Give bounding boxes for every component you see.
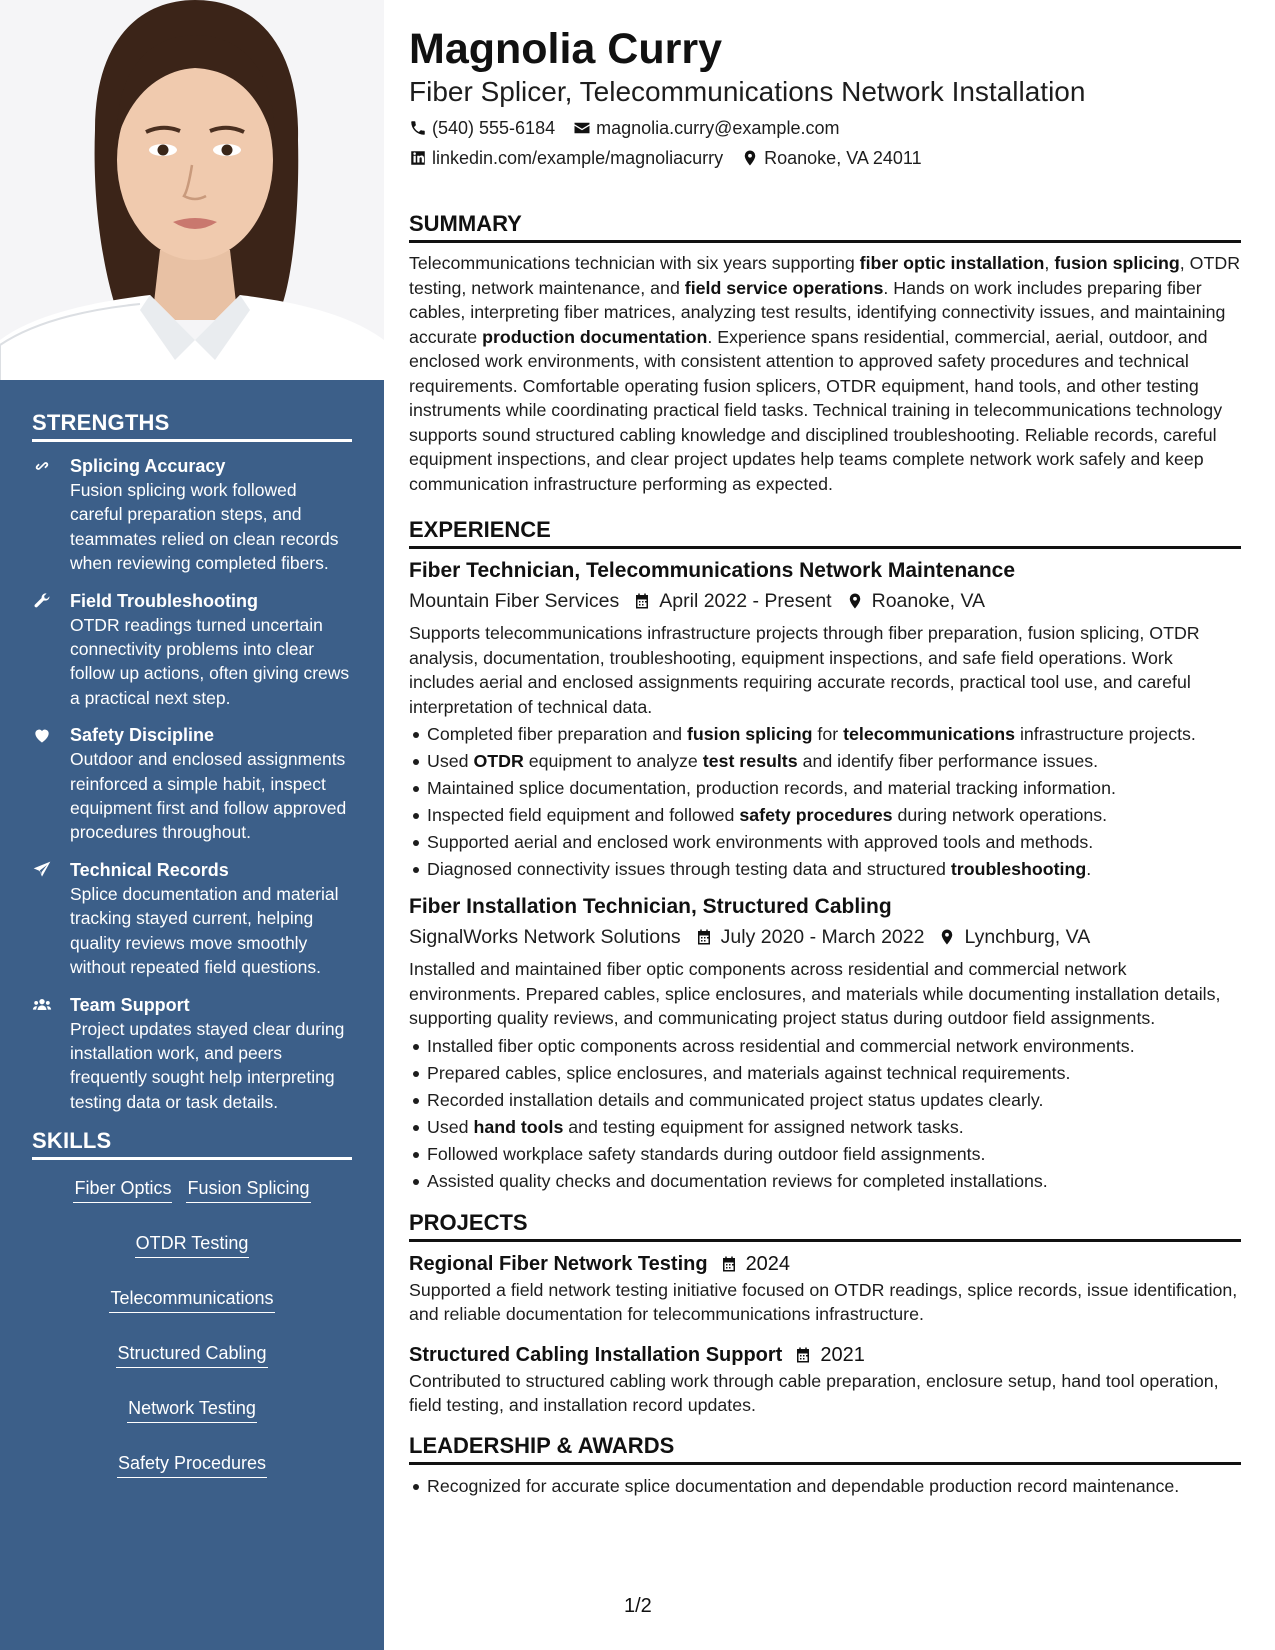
skill-tag: Structured Cabling [116, 1341, 267, 1368]
strength-item [32, 723, 352, 845]
users-icon [32, 993, 70, 1115]
main-content [409, 24, 1241, 1500]
leadership-bullets [409, 1473, 1241, 1500]
job-bullet: Maintained splice documentation, production records, and material tracking information. [409, 775, 1241, 802]
job-meta [409, 587, 1241, 615]
summary-paragraph [409, 251, 1241, 496]
summary-text: , [1044, 253, 1055, 273]
link-icon [32, 454, 70, 576]
job-bullets [409, 721, 1241, 883]
job-company: Mountain Fiber Services [409, 590, 620, 612]
summary-keyword: fusion splicing [1054, 253, 1180, 273]
strength-description: Fusion splicing work followed careful preparation steps, and teammates relied on clean records when reviewing completed fibers. [70, 480, 339, 574]
summary-keyword: fiber optic installation [859, 253, 1045, 273]
job-entry [409, 557, 1241, 883]
strength-item [32, 993, 352, 1115]
skill-tag: Network Testing [127, 1396, 257, 1423]
job-bullet: Prepared cables, splice enclosures, and materials against technical requirements. [409, 1060, 1241, 1087]
summary-keyword: production documentation [482, 326, 708, 347]
calendar-icon [695, 928, 713, 946]
location-text: Roanoke, VA 24011 [764, 148, 922, 168]
project-description: Contributed to structured cabling work through cable preparation, enclosure setup, hand tool operation, field testing, and installation record updates. [409, 1370, 1219, 1415]
strength-description: Outdoor and enclosed assignments reinforced a simple habit, inspect equipment first and follow approved procedures throughout. [70, 749, 347, 843]
project-name: Regional Fiber Network Testing [409, 1252, 708, 1275]
strength-item [32, 858, 352, 980]
sidebar-content [32, 410, 352, 1478]
skill-tag: OTDR Testing [135, 1231, 250, 1258]
project-name: Structured Cabling Installation Support [409, 1343, 783, 1366]
phone-contact[interactable] [409, 116, 555, 140]
project-entry [409, 1250, 1241, 1327]
linkedin-icon [409, 149, 427, 167]
job-summary: Supports telecommunications infrastructure projects through fiber preparation, fusion splicing, OTDR analysis, documentation, troubleshooting, equipment inspections, and safe field operations. Work includes aerial and enclosed assignments requiring accurate records, practical tool use, and careful interpretation of technical data. [409, 623, 1200, 717]
job-bullet: Inspected field equipment and followed safety procedures during network operations. [409, 802, 1241, 829]
summary-text: Telecommunications technician with six years supporting [409, 253, 860, 273]
skills-list [32, 1172, 352, 1478]
job-title: Fiber Technician, Telecommunications Network Maintenance [409, 559, 1016, 582]
job-dates: April 2022 - Present [659, 590, 832, 612]
summary-text: , OTDR testing, network maintenance, and [409, 253, 1241, 298]
experience-heading: EXPERIENCE [409, 516, 1241, 549]
leadership-heading: LEADERSHIP & AWARDS [409, 1432, 1241, 1465]
job-bullet: Installed fiber optic components across residential and commercial network environments. [409, 1033, 1241, 1060]
project-title [409, 1341, 1241, 1369]
summary-text: . Hands on work includes preparing fiber cables, interpreting fiber matrices, analyzing test results, identifying connectivity issues, and maintaining accurate [409, 277, 1226, 347]
email-text: magnolia.curry@example.com [596, 118, 840, 138]
skill-tag: Safety Procedures [117, 1451, 267, 1478]
job-company: SignalWorks Network Solutions [409, 926, 681, 948]
location-contact [741, 146, 921, 170]
job-title: Fiber Installation Technician, Structured Cabling [409, 895, 892, 918]
strength-title: Splicing Accuracy [70, 456, 226, 476]
envelope-icon [573, 119, 591, 137]
strengths-heading: STRENGTHS [32, 410, 352, 442]
skill-tag: Fusion Splicing [186, 1176, 310, 1203]
strength-description: Project updates stayed clear during installation work, and peers frequently sought help interpreting testing data or task details. [70, 1018, 345, 1112]
job-summary: Installed and maintained fiber optic components across residential and commercial network environments. Prepared cables, splice enclosures, and materials while documenting installation details, supporting quality reviews, and communicating project status during outdoor field assignments. [409, 959, 1221, 1028]
calendar-icon [794, 1346, 812, 1364]
heart-icon [32, 723, 70, 845]
page-number: 1/2 [624, 1595, 652, 1617]
job-bullet: Completed fiber preparation and fusion splicing for telecommunications infrastructure projects. [409, 721, 1241, 748]
project-year: 2021 [820, 1343, 865, 1366]
leadership-bullet: Recognized for accurate splice documentation and dependable production record maintenance. [409, 1473, 1241, 1500]
project-entry [409, 1341, 1241, 1418]
linkedin-text: linkedin.com/example/magnoliacurry [432, 148, 724, 168]
job-entry [409, 893, 1241, 1195]
calendar-icon [633, 592, 651, 610]
job-bullet: Used OTDR equipment to analyze test results and identify fiber performance issues. [409, 748, 1241, 775]
contact-row [409, 146, 1241, 170]
job-bullet: Assisted quality checks and documentation reviews for completed installations. [409, 1168, 1241, 1195]
strength-title: Field Troubleshooting [70, 590, 258, 611]
skills-heading: SKILLS [32, 1128, 352, 1160]
wrench-icon [32, 589, 70, 711]
strength-title: Team Support [70, 994, 190, 1015]
job-bullet: Used hand tools and testing equipment for assigned network tasks. [409, 1114, 1241, 1141]
summary-text: . Experience spans residential, commercial, aerial, outdoor, and enclosed work environments, with consistent attention to approved safety procedures and technical requirements. Comfortable operating fusion splicers, OTDR equipment, hand tools, and other testing instruments while coordinating practical field tasks. Technical training in telecommunications technology supports sound structured cabling knowledge and disciplined troubleshooting. Reliable records, careful equipment inspections, and clear project updates help teams complete network work safely and keep communication infrastructure performing as expected. [409, 326, 1223, 494]
strength-title: Safety Discipline [70, 725, 215, 746]
phone-text: (540) 555-6184 [432, 118, 556, 138]
calendar-icon [720, 1255, 738, 1273]
contact-row [409, 116, 1241, 140]
job-bullets [409, 1033, 1241, 1195]
job-bullet: Followed workplace safety standards during outdoor field assignments. [409, 1141, 1241, 1168]
profile-photo [0, 0, 384, 380]
strength-description: OTDR readings turned uncertain connectivity problems into clear follow up actions, often giving crews a practical next step. [70, 614, 350, 708]
phone-icon [409, 119, 427, 137]
skill-tag: Telecommunications [109, 1286, 274, 1313]
strength-item [32, 589, 352, 711]
summary-heading: SUMMARY [409, 210, 1241, 243]
portrait-illustration [0, 0, 384, 380]
skill-tag: Fiber Optics [73, 1176, 172, 1203]
candidate-name: Magnolia Curry [409, 25, 722, 73]
projects-heading: PROJECTS [409, 1209, 1241, 1242]
job-meta [409, 923, 1241, 951]
strength-description: Splice documentation and material tracking stayed current, helping quality reviews move smoothly without repeated field questions. [70, 883, 339, 978]
strength-item [32, 454, 352, 576]
linkedin-contact[interactable] [409, 146, 723, 170]
paper-plane-icon [32, 858, 70, 980]
map-pin-icon [741, 149, 759, 167]
job-dates: July 2020 - March 2022 [720, 926, 925, 948]
project-description: Supported a field network testing initiative focused on OTDR readings, splice records, issue identification, and reliable documentation for telecommunications infrastructure. [409, 1279, 1238, 1324]
job-location: Lynchburg, VA [964, 926, 1091, 948]
email-contact[interactable] [573, 116, 839, 140]
sidebar [0, 0, 384, 1650]
project-title [409, 1250, 1241, 1278]
job-bullet: Diagnosed connectivity issues through testing data and structured troubleshooting. [409, 856, 1241, 883]
candidate-role: Fiber Splicer, Telecommunications Network Installation [409, 76, 1086, 107]
job-bullet: Recorded installation details and communicated project status updates clearly. [409, 1087, 1241, 1114]
job-location: Roanoke, VA [871, 590, 986, 612]
summary-keyword: field service operations [684, 277, 884, 298]
map-pin-icon [938, 928, 956, 946]
strength-title: Technical Records [70, 859, 229, 880]
map-pin-icon [846, 592, 864, 610]
job-bullet: Supported aerial and enclosed work environments with approved tools and methods. [409, 829, 1241, 856]
project-year: 2024 [745, 1252, 791, 1275]
